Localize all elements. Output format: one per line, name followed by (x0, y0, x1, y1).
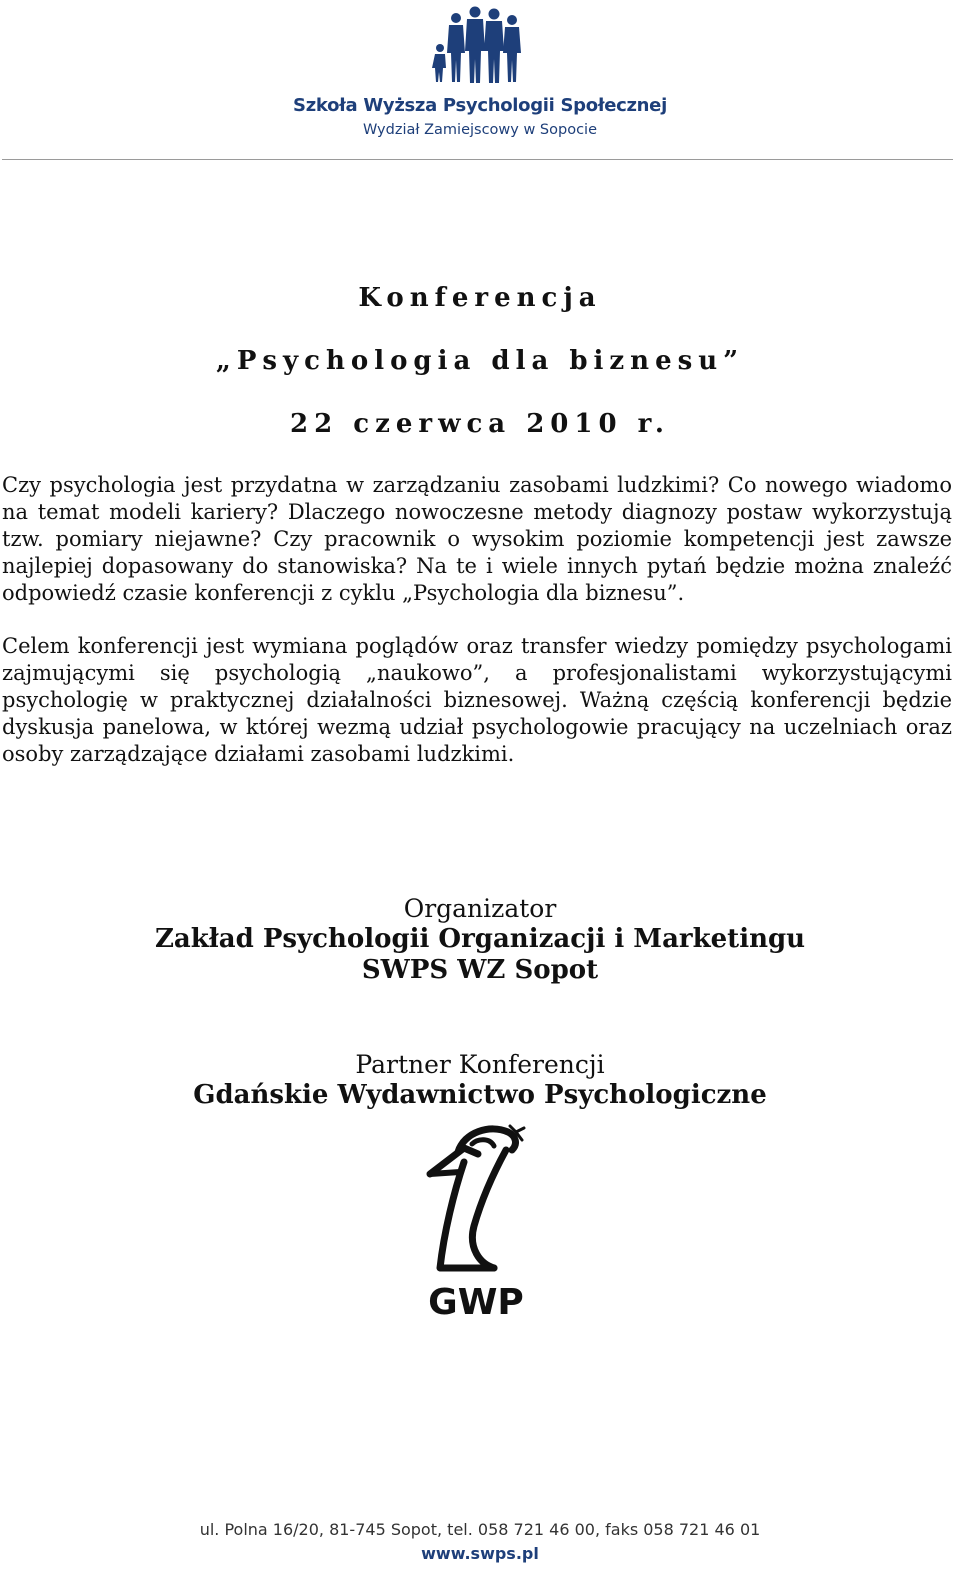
organizer-label: Organizator (403, 894, 557, 923)
footer-website-link[interactable]: www.swps.pl (421, 1544, 539, 1563)
organizer-name: Zakład Psychologii Organizacji i Marketingu (154, 924, 806, 954)
header-divider (2, 159, 953, 160)
conference-title: Konferencja (358, 283, 602, 313)
partner-label: Partner Konferencji (355, 1050, 605, 1079)
organizer-unit: SWPS WZ Sopot (361, 955, 599, 985)
gwp-logo-text: GWP (428, 1282, 524, 1322)
partner-block (0, 1049, 960, 1111)
intro-paragraph: Czy psychologia jest przydatna w zarządzaniu zasobami ludzkimi? Co nowego wiadomo na temat modeli kariery? Dlaczego nowoczesne metody diagnozy postaw wykorzystują tzw. pomiary niejawne? Czy pracownik o wysokim poziomie kompetencji jest zawsze najlepiej dopasowany do stanowiska? Na te i wiele innych pytań będzie można znaleźć odpowiedź czasie konferencji z cyklu „Psychologia dla biznesu”. (2, 473, 952, 605)
school-name: Szkoła Wyższa Psychologii Społecznej (293, 95, 667, 116)
family-silhouettes-icon (428, 4, 528, 86)
footer-address: ul. Polna 16/20, 81-745 Sopot, tel. 058 721 46 00, faks 058 721 46 01 (199, 1520, 761, 1539)
partner-name: Gdańskie Wydawnictwo Psychologiczne (193, 1080, 767, 1110)
faculty-name: Wydział Zamiejscowy w Sopocie (362, 122, 598, 138)
conference-subtitle: „Psychologia dla biznesu” (215, 346, 745, 376)
goal-paragraph: Celem konferencji jest wymiana poglądów oraz transfer wiedzy pomiędzy psychologami zajmującymi się psychologią „naukowo”, a profesjonalistami wykorzystującymi psychologię w praktycznej działalności biznesowej. Ważną częścią konferencji będzie dyskusja panelowa, w której wezmą udział psychologowie pracujący na uczelniach oraz osoby zarządzające działami zasobami ludzkimi. (2, 634, 952, 766)
conference-date: 22 czerwca 2010 r. (290, 409, 670, 439)
gwp-bird-logo-icon (420, 1122, 532, 1322)
organizer-block (0, 893, 960, 986)
header (0, 0, 960, 162)
